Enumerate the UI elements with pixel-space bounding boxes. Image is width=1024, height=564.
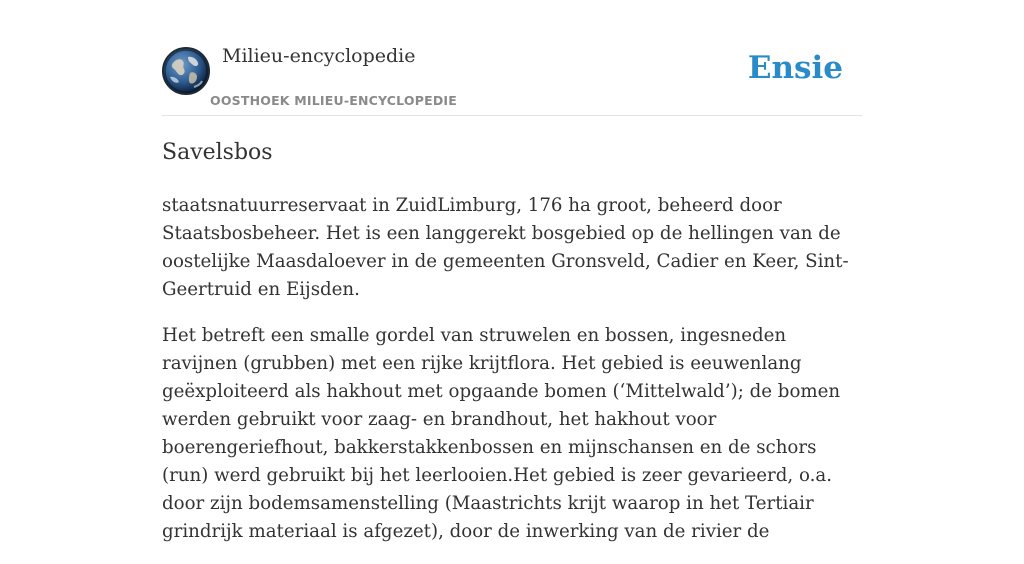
site-header <box>162 0 862 116</box>
site-subtitle: OOSTHOEK MILIEU-ENCYCLOPEDIE <box>210 93 457 108</box>
site-title[interactable]: Milieu-encyclopedie <box>222 45 416 67</box>
earth-globe-icon[interactable] <box>162 47 210 95</box>
page-title: Savelsbos <box>162 140 273 165</box>
page-container <box>162 0 862 542</box>
ensie-brand-link[interactable]: Ensie <box>747 50 843 86</box>
article-paragraph-1: staatsnatuurreservaat in ZuidLimburg, 176 ha groot, beheerd door Staatsbosbeheer. Het is een langgerekt bosgebied op de hellingen van de oostelijke Maasdaloever in de gemeenten Gronsveld, Cadier en Keer, Sint-Geertruid en Eijsden. <box>162 195 849 300</box>
earth-globe-graphic <box>164 49 208 93</box>
article-paragraph-2: Het betreft een smalle gordel van struwelen en bossen, ingesneden ravijnen (grubben) met een rijke krijtflora. Het gebied is eeuwenlang geëxploiteerd als hakhout met opgaande bomen (‘Mittelwald’); de bomen werden gebruikt voor zaag- en brandhout, het hakhout voor boerengeriefhout, bakkerstakkenbossen en mijnschansen en de schors (run) werd gebruikt bij het leerlooien.Het gebied is zeer gevarieerd, o.a. door zijn bodemsamenstelling (Maastrichts krijt waarop in het Tertiair grindrijk materiaal is afgezet), door de inwerking van de rivier de <box>162 325 841 542</box>
article-body <box>162 192 862 564</box>
